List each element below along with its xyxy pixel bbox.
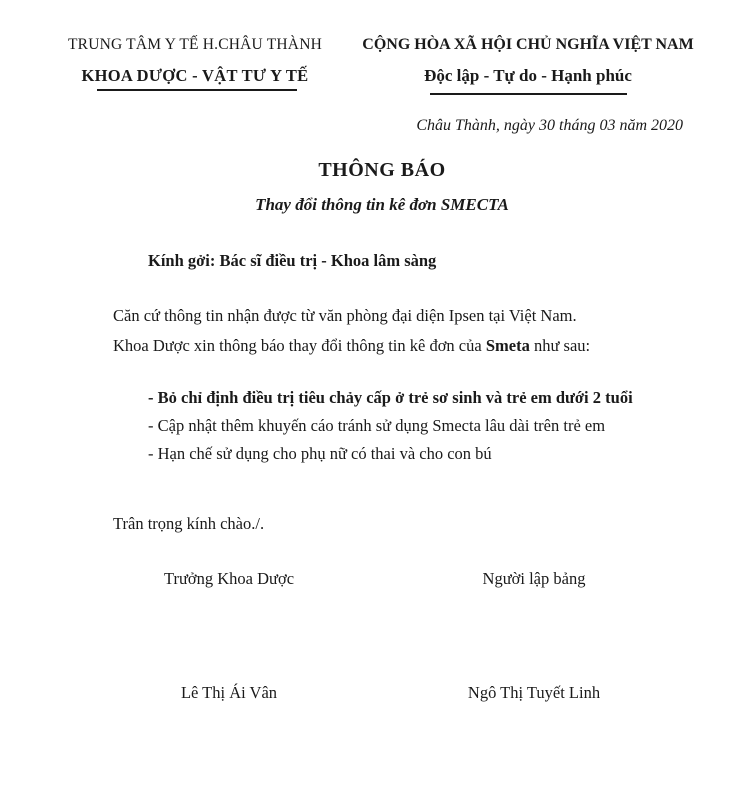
dateline: Châu Thành, ngày 30 tháng 03 năm 2020 [416, 117, 683, 134]
national-title-line: CỘNG HÒA XÃ HỘI CHỦ NGHĨA VIỆT NAM [362, 36, 694, 53]
document-title: THÔNG BÁO [318, 159, 446, 181]
paragraph2-suffix-text: như sau: [529, 336, 591, 355]
signature-role-left: Trưởng Khoa Dược [163, 569, 295, 588]
drug-name-text: Smeta [485, 336, 530, 355]
org-header-underline [97, 89, 297, 91]
signature-name-right: Ngô Thị Tuyết Linh [467, 683, 601, 702]
bullet-item: - Bỏ chỉ định điều trị tiêu chảy cấp ở trẻ sơ sinh và trẻ em dưới 2 tuổi [148, 388, 633, 407]
signature-role-right: Người lập bảng [482, 569, 586, 588]
paragraph2-prefix-text: Khoa Dược xin thông báo thay đổi thông tin kê đơn của [113, 336, 486, 355]
org-department-line: KHOA DƯỢC - VẬT TƯ Y TẾ [81, 66, 309, 85]
body-paragraph: Căn cứ thông tin nhận được từ văn phòng đại diện Ipsen tại Việt Nam. [113, 306, 577, 325]
national-header-underline [430, 93, 627, 95]
closing-line: Trân trọng kính chào./. [113, 514, 265, 533]
document-subtitle: Thay đổi thông tin kê đơn SMECTA [255, 195, 509, 214]
salutation-line: Kính gởi: Bác sĩ điều trị - Khoa lâm sàng [148, 251, 437, 270]
bullet-item: - Hạn chế sử dụng cho phụ nữ có thai và cho con bú [148, 444, 492, 463]
body-paragraph [113, 336, 590, 356]
national-motto-line: Độc lập - Tự do - Hạnh phúc [424, 66, 632, 85]
org-name-line: TRUNG TÂM Y TẾ H.CHÂU THÀNH [68, 36, 322, 53]
signature-name-left: Lê Thị Ái Vân [180, 683, 278, 702]
bullet-item: - Cập nhật thêm khuyến cáo tránh sử dụng Smecta lâu dài trên trẻ em [148, 416, 606, 435]
